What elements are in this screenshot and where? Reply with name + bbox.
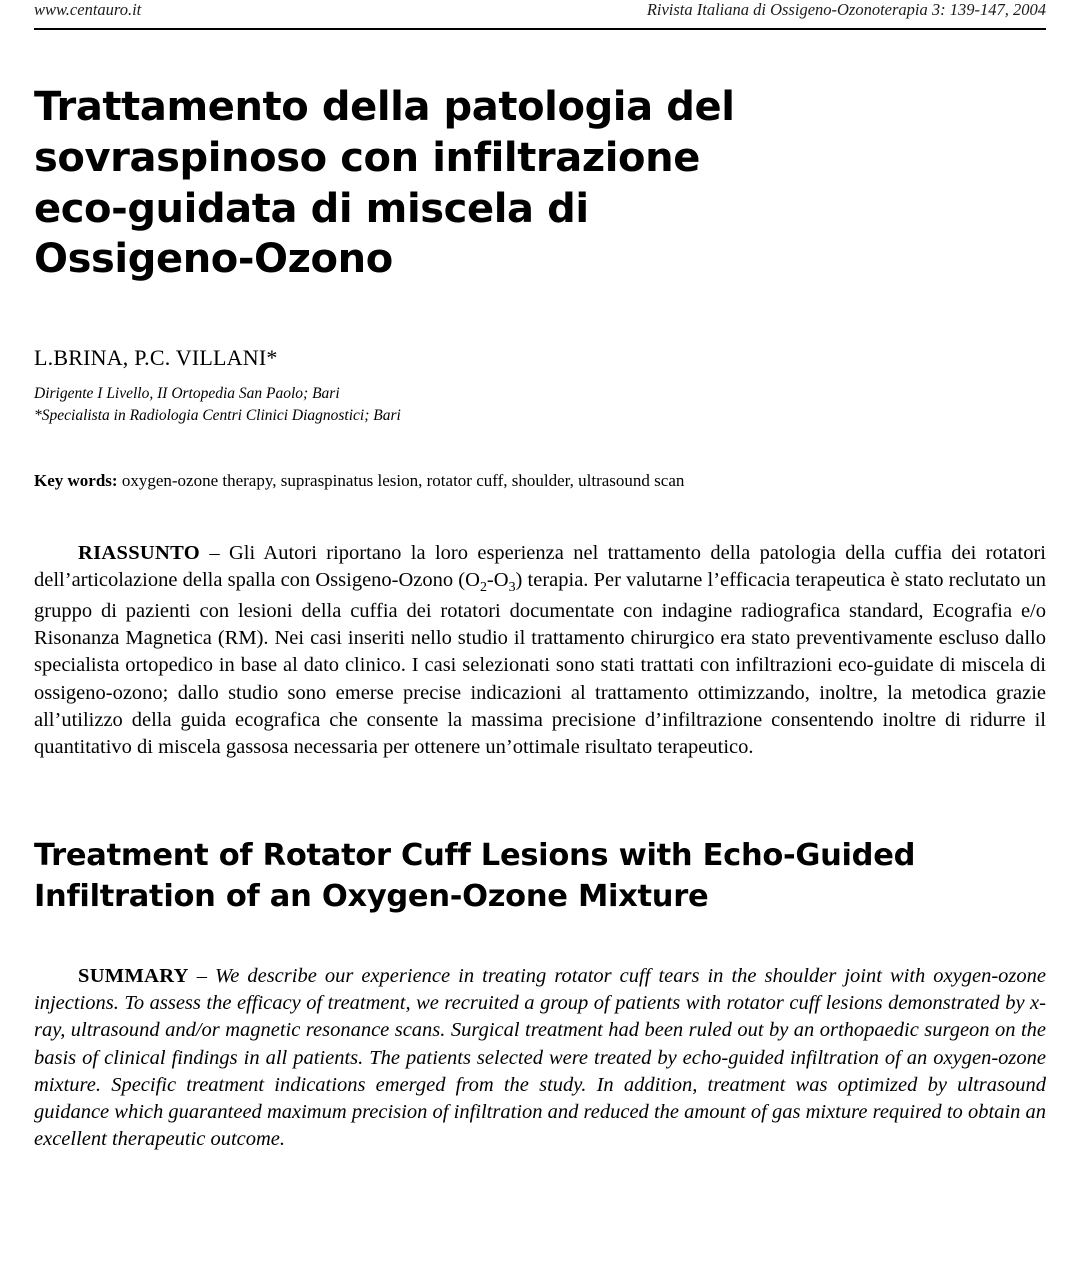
page-title bbox=[34, 82, 1046, 285]
abstract-italian-sub2: 3 bbox=[508, 580, 516, 596]
abstract-italian-dash: – bbox=[199, 542, 229, 565]
header-divider bbox=[34, 28, 1046, 30]
title-line-3: eco-guidata di miscela di bbox=[34, 185, 589, 232]
english-title-line-1: Treatment of Rotator Cuff Lesions with Echo-Guided bbox=[34, 838, 916, 874]
abstract-italian-part1: Gli Autori riportano la loro esperienza nel trattamento della patologia della cuffia dei rotatori dell’articolazione della spalla con Ossigeno-Ozono (O bbox=[34, 542, 1046, 592]
abstract-english-text: We describe our experience in treating rotator cuff tears in the shoulder joint with oxygen-ozone injections. To assess the efficacy of treatment, we recruited a group of patients with rotator cuff lesions demonstrated by x-ray, ultrasound and/or magnetic resonance scans. Surgical treatment had been ruled out by an orthopaedic surgeon on the basis of clinical findings in all patients. The patients selected were treated by echo-guided infiltration of an oxygen-ozone mixture. Specific treatment indications emerged from the study. In addition, treatment was optimized by ultrasound guidance which guaranteed maximum precision of infiltration and reduced the amount of gas mixture required to obtain an excellent therapeutic outcome. bbox=[34, 964, 1046, 1151]
keywords bbox=[34, 470, 1046, 492]
abstract-italian-part2: ) terapia. Per valutarne l’efficacia terapeutica è stato reclutato un gruppo di pazienti con lesioni della cuffia dei rotatori documentate con indagine radiografica standard, Ecografia e/o Risonanza Magnetica (RM). Nei casi inseriti nello studio il trattamento chirurgico era stato preventivamente escluso dallo specialista ortopedico in base al dato clinico. I casi selezionati sono stati trattati con infiltrazioni eco-guidate di miscela di ossigeno-ozono; dallo studio sono emerse precise indicazioni al trattamento ottimizzando, inoltre, la metodica grazie all’utilizzo della guida ecografica che consente la massima precisione d’infiltrazione consentendo inoltre di ridurre il quantitativo di miscela gassosa necessaria per ottenere un’ottimale risultato terapeutico. bbox=[34, 569, 1047, 759]
title-line-1: Trattamento della patologia del bbox=[34, 84, 735, 130]
abstract-italian-sub1: 2 bbox=[479, 580, 487, 596]
abstract-italian-label: RIASSUNTO bbox=[78, 542, 200, 565]
abstract-italian bbox=[34, 540, 1046, 761]
abstract-english-dash: – bbox=[188, 964, 216, 987]
keywords-text: oxygen-ozone therapy, supraspinatus lesion, rotator cuff, shoulder, ultrasound scan bbox=[117, 470, 685, 490]
title-line-4: Ossigeno-Ozono bbox=[34, 236, 393, 283]
affiliation-line-2: *Specialista in Radiologia Centri Clinici Diagnostici; Bari bbox=[34, 406, 401, 424]
english-title bbox=[34, 836, 1046, 917]
keywords-label: Key words: bbox=[34, 470, 118, 490]
affiliations bbox=[34, 383, 1046, 426]
running-head bbox=[34, 0, 1046, 26]
title-line-2: sovraspinoso con infiltrazione bbox=[34, 134, 700, 181]
journal-citation: Rivista Italiana di Ossigeno-Ozonoterapia 3: 139-147, 2004 bbox=[646, 0, 1046, 19]
affiliation-line-1: Dirigente I Livello, II Ortopedia San Paolo; Bari bbox=[34, 385, 340, 403]
abstract-english-label: SUMMARY bbox=[78, 964, 189, 987]
journal-website-link[interactable]: www.centauro.it bbox=[34, 0, 142, 19]
abstract-english bbox=[34, 963, 1046, 1154]
abstract-italian-mid1: -O bbox=[486, 569, 509, 592]
author-list: L.BRINA, P.C. VILLANI* bbox=[34, 345, 278, 371]
english-title-line-2: Infiltration of an Oxygen-Ozone Mixture bbox=[34, 878, 709, 914]
